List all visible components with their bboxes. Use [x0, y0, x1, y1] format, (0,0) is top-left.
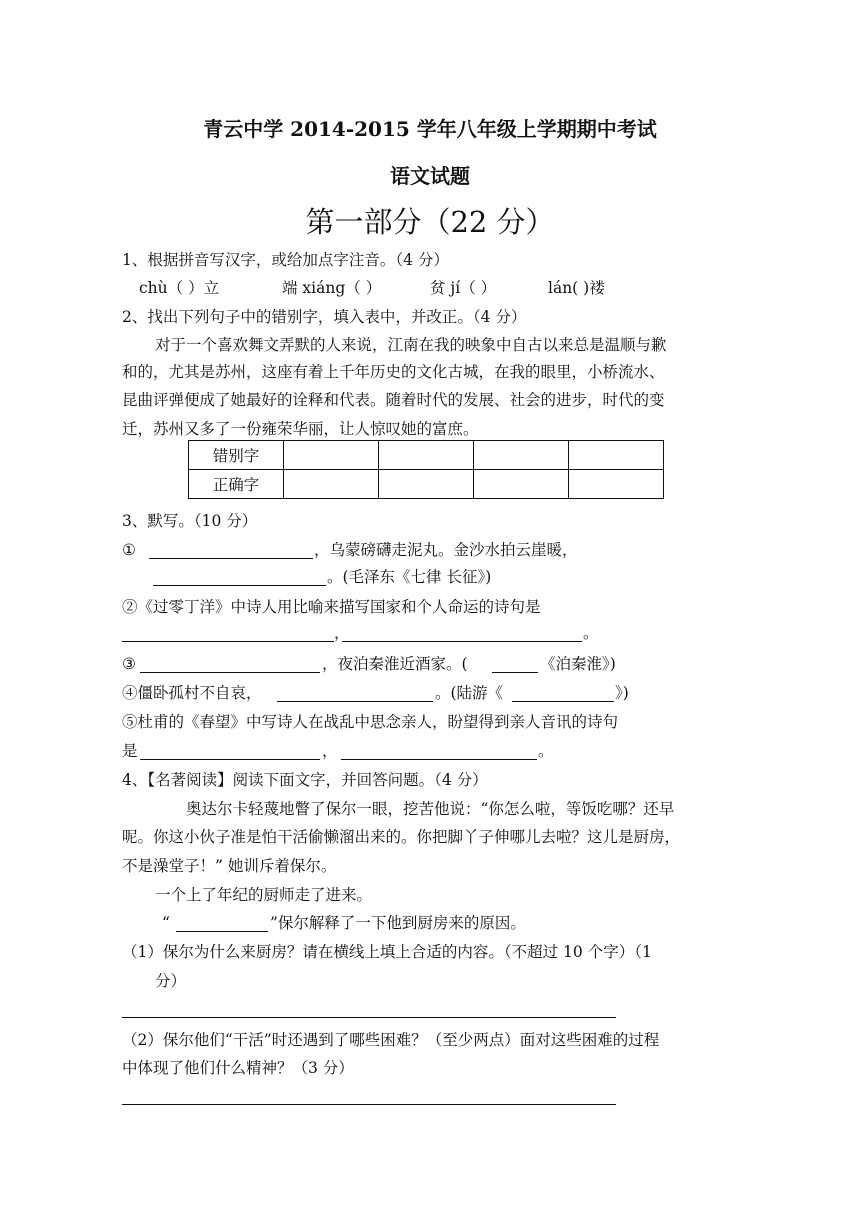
q1-item-3: 贫 jí（ ） — [430, 279, 497, 297]
error-correction-table — [188, 440, 664, 499]
q3-line-6-c: 》) — [615, 684, 629, 702]
q4-sub1-line-2: 分） — [155, 972, 187, 990]
q4-sub2-line-2: 中体现了他们什么精神？（3 分） — [122, 1059, 354, 1077]
q4-passage-line-4: 一个上了年纪的厨师走了进来。 — [155, 886, 373, 904]
blank-line[interactable] — [512, 701, 614, 702]
q1-item-1: chù（ ）立 — [139, 279, 220, 297]
answer-cell[interactable] — [379, 470, 474, 499]
table-header-correct: 正确字 — [189, 470, 284, 499]
q4-passage-line-1: 奥达尔卡轻蔑地瞥了保尔一眼，挖苦他说：“你怎么啦，等饭吃哪？还早 — [186, 800, 675, 818]
answer-cell[interactable] — [474, 441, 569, 470]
q3-line-8-a: 是 — [122, 742, 138, 760]
q1-item-2: 端 xiáng（ ） — [282, 279, 382, 297]
q3-line-6-a: ④僵卧孤村不自哀， — [122, 684, 262, 702]
q2-passage-line-3: 昆曲评弹便成了她最好的诠释和代表。随着时代的发展、社会的进步，时代的变 — [122, 391, 665, 409]
q3-period-2: 。 — [538, 742, 554, 760]
q3-line-1: ，乌蒙磅礴走泥丸。金沙水拍云崖暖， — [314, 541, 578, 559]
exam-subtitle: 语文试题 — [390, 164, 470, 188]
q2-passage-line-1: 对于一个喜欢舞文弄默的人来说，江南在我的映象中自古以来总是温顺与歉 — [155, 336, 667, 354]
q4-passage-line-5: ”保尔解释了一下他到厨房来的原因。 — [270, 914, 526, 932]
table-row — [189, 470, 664, 499]
q4-passage-line-2: 呢。你这小伙子准是怕干活偷懒溜出来的。你把脚丫子伸哪儿去啦？这儿是厨房， — [122, 828, 681, 846]
blank-line[interactable] — [140, 672, 320, 673]
q3-line-5: ，夜泊秦淮近酒家。( — [322, 655, 468, 673]
q1-item-4: lán( )褛 — [548, 279, 605, 297]
q3-line-3: ②《过零丁洋》中诗人用比喻来描写国家和个人命运的诗句是 — [122, 598, 541, 616]
answer-cell[interactable] — [474, 470, 569, 499]
q4-stem: 4、【名著阅读】阅读下面文字，并回答问题。（4 分） — [122, 771, 488, 789]
answer-cell[interactable] — [379, 441, 474, 470]
q4-quote-open: “ — [162, 914, 170, 932]
blank-line[interactable] — [176, 931, 268, 932]
answer-cell[interactable] — [569, 470, 664, 499]
blank-line[interactable] — [342, 641, 582, 642]
q3-line-6-b: 。(陆游《 — [435, 684, 504, 702]
q3-stem: 3、默写。（10 分） — [122, 512, 258, 530]
part-heading: 第一部分（22 分） — [305, 205, 555, 239]
q4-sub1-line-1: （1）保尔为什么来厨房？请在横线上填上合适的内容。（不超过 10 个字）（1 — [122, 943, 652, 961]
blank-line[interactable] — [140, 759, 320, 760]
q3-period: 。 — [583, 624, 599, 642]
answer-cell[interactable] — [284, 441, 379, 470]
q3-line-5-end: 《泊秦淮》) — [540, 655, 616, 673]
answer-line[interactable] — [122, 1104, 616, 1105]
q3-line-7: ⑤杜甫的《春望》中写诗人在战乱中思念亲人，盼望得到亲人音讯的诗句 — [122, 713, 619, 731]
exam-title: 青云中学 2014-2015 学年八年级上学期期中考试 — [203, 117, 657, 141]
blank-line[interactable] — [492, 672, 538, 673]
q3-circle-num-3: ③ — [122, 655, 136, 673]
q3-line-2: 。(毛泽东《七律 长征》) — [327, 568, 492, 586]
blank-line[interactable] — [122, 641, 334, 642]
blank-line[interactable] — [277, 701, 433, 702]
q4-sub2-line-1: （2）保尔他们“干活”时还遇到了哪些困难？（至少两点）面对这些困难的过程 — [122, 1031, 660, 1049]
q1-stem: 1、根据拼音写汉字，或给加点字注音。（4 分） — [122, 251, 449, 269]
blank-line[interactable] — [149, 558, 313, 559]
answer-line[interactable] — [122, 1017, 616, 1018]
q2-stem: 2、找出下列句子中的错别字，填入表中，并改正。（4 分） — [122, 308, 527, 326]
answer-cell[interactable] — [284, 470, 379, 499]
blank-line[interactable] — [153, 585, 326, 586]
q2-passage-line-4: 迁，苏州又多了一份雍荣华丽，让人惊叹她的富庶。 — [122, 420, 479, 438]
q3-comma-2: ， — [322, 742, 338, 760]
table-header-wrong: 错别字 — [189, 441, 284, 470]
q2-passage-line-2: 和的，尤其是苏州，这座有着上千年历史的文化古城，在我的眼里，小桥流水、 — [122, 363, 665, 381]
blank-line[interactable] — [341, 759, 537, 760]
q3-comma: ， — [334, 624, 350, 642]
answer-cell[interactable] — [569, 441, 664, 470]
table-row — [189, 441, 664, 470]
q4-passage-line-3: 不是澡堂子！” 她训斥着保尔。 — [122, 857, 337, 875]
q3-circle-num-1: ① — [122, 541, 136, 559]
